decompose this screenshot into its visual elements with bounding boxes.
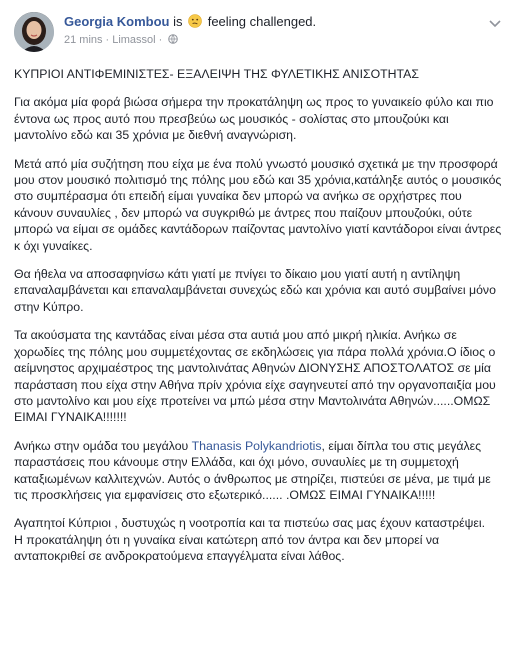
post-header bbox=[14, 12, 505, 54]
author-name-link[interactable]: Georgia Kombou bbox=[64, 14, 170, 29]
post-meta bbox=[64, 34, 178, 46]
paragraph-4: Τα ακούσματα της καντάδας είναι μέσα στα αυτιά μου από μικρή ηλικία. Ανήκω σε χορωδίες της πόλης μου συμμετέχοντας σε εκδηλώσεις για πάρα πολλά χρόνια.Ο ίδιος ο αείμνηστος αρχιμαέστρος της μαντολινάτας Αθηνών ΔΙΟΝΥΣΗΣ ΑΠΟΣΤΟΛΑΤΟΣ σε μία παράσταση που είχα στην Αθήνα πρίν χρόνια είχε σαγηνευτεί από την οργανοπαιξία μου στο μαντολίνο και μου είχε προτείνει να μπώ μέσα στην Μαντολινάτα Αθηνών......ΟΜΩΣ ΕΙΜΑΙ ΓΥΝΑΙΚΑ!!!!!!! bbox=[14, 328, 496, 425]
post-title: ΚΥΠΡΙΟΙ ΑΝΤΙΦΕΜΙΝΙΣΤΕΣ- ΕΞΑΛΕΙΨΗ ΤΗΣ ΦΥΛΕΤΙΚΗΣ ΑΝΙΣΟΤΗΤΑΣ bbox=[14, 67, 419, 81]
meta-separator: · bbox=[158, 34, 163, 46]
paragraph-6-line-2: Η προκατάληψη ότι η γυναίκα είναι κατώτερη από τον άντρα και δεν μπορεί να ανταποκριθεί σε ανδροκρατούμενα επαγγέλματα είναι λάθος. bbox=[14, 532, 440, 564]
author-line bbox=[64, 14, 316, 29]
paragraph-3: Θα ήθελα να αποσαφηνίσω κάτι γιατί με πνίγει το δίκαιο μου γιατί αυτή η αντίληψη επαναλαμβάνεται και επαναλαμβάνεται συνεχώς εδώ και χρόνια και αυτό συμβαίνει μόνο στην Κύπρο. bbox=[14, 267, 496, 314]
confused-face-emoji-icon bbox=[188, 14, 202, 28]
paragraph-5-text-b: , είμαι δίπλα του στις μεγάλες παραστάσεις που κάνουμε στην Ελλάδα, και όχι μόνο, συναυλίες με τη συμμετοχή καταξιωμένων καλλιτεχνών. Αυτός ο άνθρωπος με στηρίζει, πιστεύει σε μένα, με τιμά με τις προσκλήσεις για εμφανίσεις στο εξωτερικό...... .ΟΜΩΣ ΕΙΜΑΙ ΓΥΝΑΙΚΑ!!!!! bbox=[14, 438, 491, 502]
post-options-chevron-down-icon[interactable] bbox=[487, 16, 503, 32]
mention-link[interactable]: Thanasis Polykandriotis bbox=[191, 438, 322, 453]
paragraph-1: Για ακόμα μία φορά βιώσα σήμερα την προκατάληψη ως προς το γυναικείο φύλο και πιο έντονα ως προς αυτό που πρεσβεύω ως μουσικός - σολίστας στο μπουζούκι και μαντολίνο εδώ και 35 χρόνια με διεθνή αναγνώριση. bbox=[14, 95, 494, 143]
post-body bbox=[14, 66, 503, 577]
paragraph-2: Μετά από μία συζήτηση που είχα με ένα πολύ γνωστό μουσικό σχετικά με την προσφορά μου στον μουσικό πολιτισμό της πόλης μου εδώ και 35 χρόνια,κατάληξε αυτός ο μουσικός στο συμπέρασμα ότι επειδή είμαι γυναίκα δεν μπορώ να ανήκω σε ορχήστρες που κάνουν συναυλίες , δεν μπορώ να συγκριθώ με άντρες που παίζουν μπουζούκι, ούτε μπορώ να είμαι σε ομάδες καντάδορων παίζοντας μαντολίνο γιατί καντάδοροι είναι άντρες κ όχι γυναίκες. bbox=[14, 156, 502, 253]
paragraph-5-text-a: Ανήκω στην ομάδα του μεγάλου bbox=[14, 438, 192, 453]
meta-separator: · bbox=[105, 34, 110, 46]
paragraph-6-line-1: Αγαπητοί Κύπριοι , δυστυχώς η νοοτροπία και τα πιστεύω σας μας έχουν καταστρέψει. bbox=[14, 516, 486, 531]
feeling-text[interactable]: feeling challenged. bbox=[207, 14, 317, 29]
globe-icon[interactable] bbox=[168, 34, 178, 44]
paragraph-6 bbox=[14, 515, 503, 564]
author-avatar[interactable] bbox=[14, 12, 54, 52]
post-time[interactable]: 21 mins bbox=[64, 34, 103, 46]
is-word: is bbox=[173, 14, 183, 29]
post-location[interactable]: Limassol bbox=[112, 34, 156, 46]
paragraph-5 bbox=[14, 438, 503, 504]
